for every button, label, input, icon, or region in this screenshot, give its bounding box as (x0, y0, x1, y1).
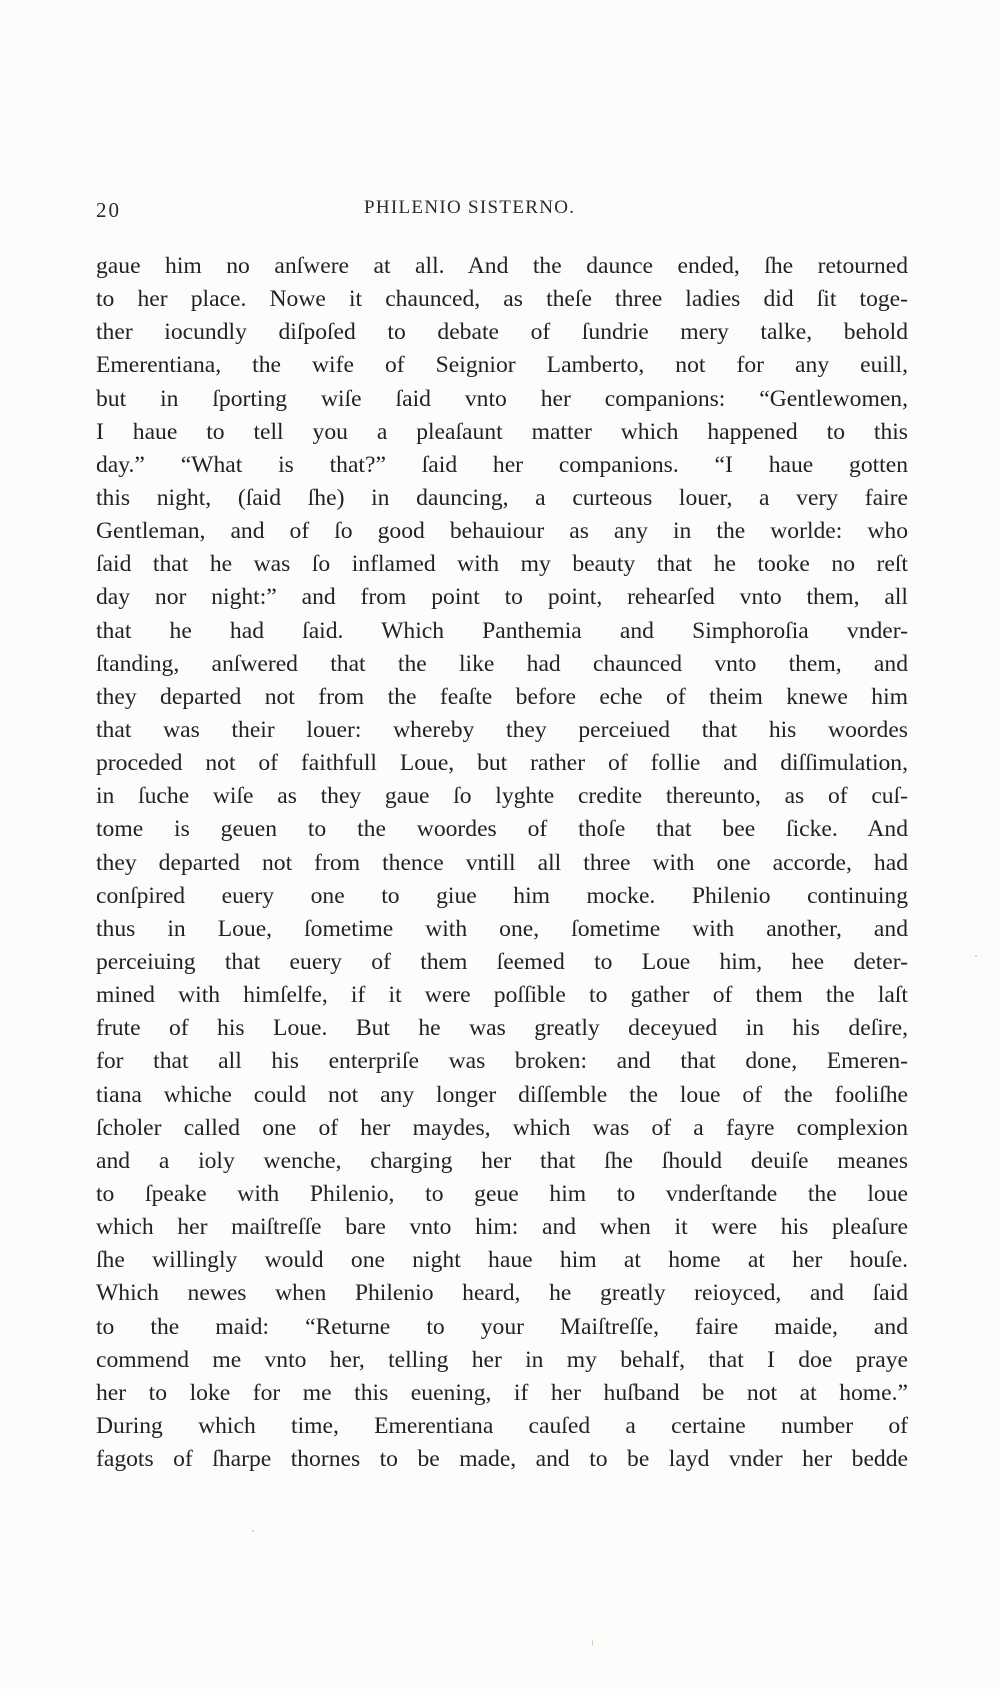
text-line: Gentleman, and of ſo good behauiour as any in the worlde: who (96, 518, 908, 545)
text-line: fagots of ſharpe thornes to be made, and to be layd vnder her bedde (96, 1446, 908, 1473)
text-line: that he had ſaid. Which Panthemia and Simphoroſia vnder- (96, 617, 908, 644)
text-line: but in ſporting wiſe ſaid vnto her companions: “Gentlewomen, (96, 385, 908, 412)
paper-speck (252, 1530, 254, 1532)
text-line: thus in Loue, ſometime with one, ſometime with another, and (96, 915, 908, 942)
text-line: that was their louer: whereby they perceiued that his woordes (96, 716, 908, 743)
text-line: day nor night:” and from point to point, rehearſed vnto them, all (96, 584, 908, 611)
page-number: 20 (96, 198, 121, 222)
paper-speck (592, 1640, 593, 1646)
text-line: mined with himſelfe, if it were poſſible to gather of them the laſt (96, 982, 908, 1009)
text-line: ſaid that he was ſo inflamed with my beauty that he tooke no reſt (96, 551, 908, 578)
text-line: During which time, Emerentiana cauſed a certaine number of (96, 1412, 908, 1439)
body-text (96, 250, 908, 1476)
page-header (96, 192, 906, 232)
paper-speck (975, 955, 977, 957)
text-line: they departed not from thence vntill all three with one accorde, had (96, 849, 908, 876)
text-line: this night, (ſaid ſhe) in dauncing, a curteous louer, a very faire (96, 484, 908, 511)
text-line: I haue to tell you a pleaſaunt matter which happened to this (96, 418, 908, 445)
text-line: perceiuing that euery of them ſeemed to Loue him, hee deter- (96, 948, 908, 975)
text-line: which her maiſtreſſe bare vnto him: and when it were his pleaſure (96, 1214, 908, 1241)
text-line: to the maid: “Returne to your Maiſtreſſe, faire maide, and (96, 1313, 908, 1340)
text-line: to her place. Nowe it chaunced, as theſe three ladies did ſit toge- (96, 286, 908, 313)
text-line: tome is geuen to the woordes of thoſe that bee ſicke. And (96, 816, 908, 843)
text-line: and a ioly wenche, charging her that ſhe ſhould deuiſe meanes (96, 1147, 908, 1174)
text-line: ſtanding, anſwered that the like had chaunced vnto them, and (96, 650, 908, 677)
text-line: ſhe willingly would one night haue him at home at her houſe. (96, 1247, 908, 1274)
text-line: ſcholer called one of her maydes, which was of a fayre complexion (96, 1114, 908, 1141)
text-line: Emerentiana, the wife of Seignior Lamberto, not for any euill, (96, 352, 908, 379)
running-title: PHILENIO SISTERNO. (364, 197, 576, 218)
text-line: to ſpeake with Philenio, to geue him to vnderſtande the loue (96, 1180, 908, 1207)
text-line: commend me vnto her, telling her in my behalf, that I doe praye (96, 1346, 908, 1373)
text-line: gaue him no anſwere at all. And the daunce ended, ſhe retourned (96, 253, 908, 279)
text-line: ther iocundly diſpoſed to debate of ſundrie mery talke, behold (96, 319, 908, 346)
text-line: frute of his Loue. But he was greatly deceyued in his deſire, (96, 1015, 908, 1042)
text-line: Which newes when Philenio heard, he greatly reioyced, and ſaid (96, 1280, 908, 1307)
text-line: day.” “What is that?” ſaid her companions. “I haue gotten (96, 451, 908, 478)
text-line: her to loke for me this euening, if her huſband be not at home.” (96, 1379, 908, 1406)
text-line: proceded not of faithfull Loue, but rather of follie and diſſimulation, (96, 750, 908, 777)
text-line: they departed not from the feaſte before eche of theim knewe him (96, 683, 908, 710)
text-line: for that all his enterpriſe was broken: and that done, Emeren- (96, 1048, 908, 1075)
text-line: conſpired euery one to giue him mocke. Philenio continuing (96, 882, 908, 909)
text-line: tiana whiche could not any longer diſſemble the loue of the fooliſhe (96, 1081, 908, 1108)
text-line: in ſuche wiſe as they gaue ſo lyghte credite thereunto, as of cuſ- (96, 783, 908, 810)
